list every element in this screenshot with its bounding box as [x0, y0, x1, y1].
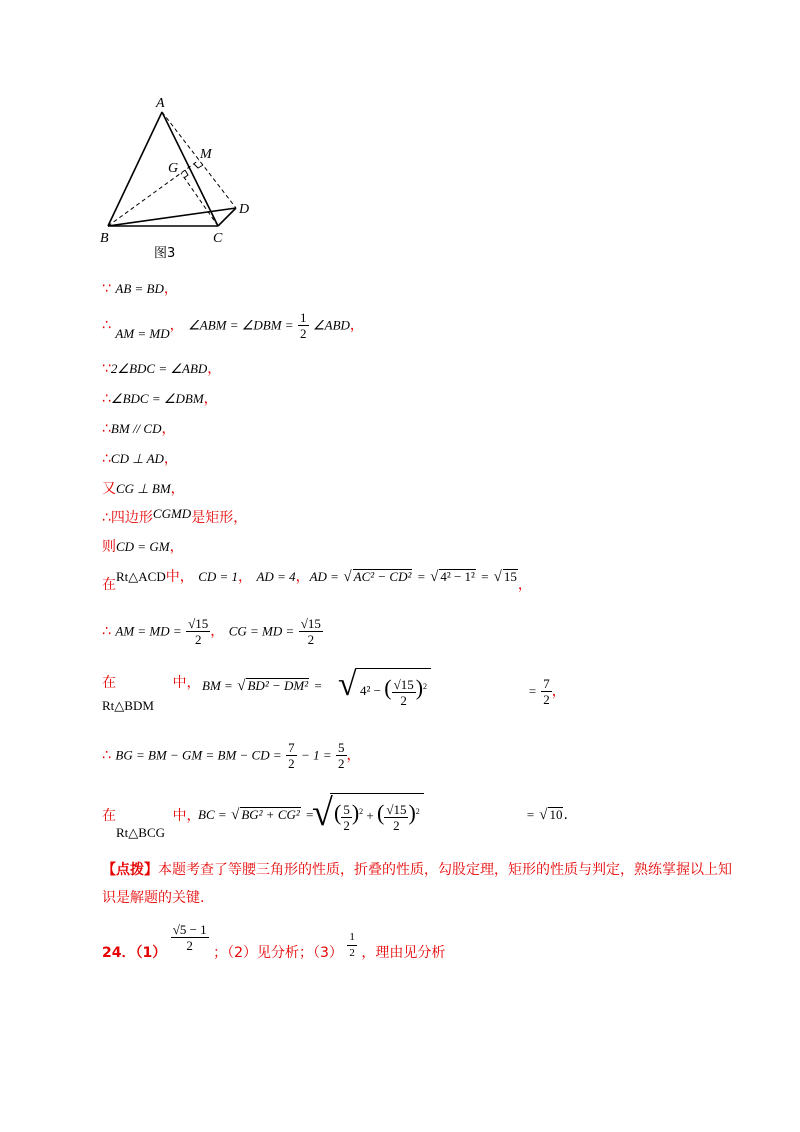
geometry-figure — [96, 92, 266, 264]
step-14: 在 中， Rt△BCG BC = √ BG² + CG² = √ ( $\frac{5}{2}$ )$^2$ + ( $\frac{√15}{2}$ )$^2$ = √ 10. — [102, 792, 568, 840]
figure-caption: 图3 — [154, 246, 176, 261]
math-expr: BM // CD — [110, 421, 162, 436]
math-expr: ∠BDC = ∠DBM — [110, 391, 204, 406]
step-7: 又CG ⊥ BM， — [102, 481, 185, 497]
right-angle-m — [194, 164, 203, 168]
math-expr: CG ⊥ BM — [116, 481, 171, 496]
step-3: ∵2∠BDC = ∠ABD， — [102, 361, 222, 377]
step-9: 则CD = GM， — [102, 539, 184, 555]
fraction: $\frac{√15}{2}$ — [188, 616, 209, 647]
dashed-cg — [181, 173, 218, 226]
fraction: $\frac{√15}{2}$ — [300, 616, 321, 647]
fraction: $\frac{√5 - 1}{2}$ — [172, 922, 207, 953]
step-12: 在 中， Rt△BDM BM = √ BD² − DM² = √ 4² − ( $\frac{√15}{2}$ )$^2$ = $\frac{7}{2}$ ， — [102, 666, 566, 713]
sqrt-expr: BG² + CG² — [241, 807, 300, 822]
triangle-name: Rt△BCG — [116, 825, 166, 840]
sqrt-expr: 10 — [549, 807, 563, 822]
answer-24: 24．（1） $\frac{√5 - 1}{2}$ ；（2）见分析；（3） $\frac{1}{2}$ ，理由见分析 — [102, 922, 446, 961]
step-8: ∴四边形CGMD是矩形， — [102, 506, 248, 526]
edge-ab — [108, 112, 162, 226]
right-angle-g — [184, 170, 188, 178]
step-5: ∴BM // CD， — [102, 421, 176, 437]
step-1: ∵ AB = BD， — [102, 281, 178, 297]
label-b: B — [100, 231, 109, 246]
math-expr: AB = BD — [115, 281, 164, 296]
math-expr: AM = MD — [115, 325, 170, 341]
step-10: 在Rt△ACD中， CD = 1， AD = 4，AD = √ AC² − CD² = √ 4² − 1² = √ 15， — [102, 569, 532, 593]
triangle-name: Rt△BDM — [102, 698, 154, 713]
fraction: $\frac{7}{2}$ — [543, 676, 550, 707]
math-expr: CD = GM — [116, 539, 170, 554]
sqrt-expr: 15 — [503, 569, 517, 584]
tip-tag: 【点拨】 — [102, 862, 158, 878]
step-6: ∴CD ⊥ AD， — [102, 451, 178, 467]
math-expr: CD ⊥ AD — [110, 451, 164, 466]
step-11: ∴ AM = MD = $\frac{√15}{2}$ ， CG = MD = $\frac{√15}{2}$ — [102, 616, 321, 647]
step-4: ∴∠BDC = ∠DBM， — [102, 391, 218, 407]
math-expr: CGMD — [152, 506, 192, 521]
sqrt-expr: AC² − CD² — [353, 569, 412, 584]
fraction: $\frac{5}{2}$ — [338, 740, 345, 771]
step-13: ∴ BG = BM − GM = BM − CD = $\frac{7}{2}$ − 1 = $\frac{5}{2}$ ， — [102, 740, 361, 771]
label-a: A — [156, 96, 165, 111]
math-expr: 2∠BDC = ∠ABD — [110, 361, 208, 376]
label-g: G — [168, 161, 179, 176]
label-d: D — [239, 202, 250, 217]
sqrt-expr: BD² − DM² — [247, 678, 309, 693]
tip-paragraph — [102, 856, 742, 912]
math-expr: ∠ABM = ∠DBM = — [188, 317, 294, 333]
label-c: C — [213, 231, 223, 246]
tip-text: 本题考查了等腰三角形的性质，折叠的性质，勾股定理，矩形的性质与判定，熟练掌握以上知识是解题的关键. — [102, 862, 732, 906]
step-2: ∴ AM = MD， ∠ABM = ∠DBM = $\frac{1}{2}$ ∠ABD， — [102, 310, 364, 341]
fraction: $\frac{1}{2}$ — [349, 931, 355, 959]
sqrt-expr: 4² − 1² — [440, 569, 475, 584]
because-symbol: ∵ — [102, 281, 111, 297]
fraction: $\frac{1}{2}$ — [300, 310, 307, 341]
math-expr: ∠ABD — [312, 317, 350, 333]
triangle-name: Rt△ACD — [116, 569, 166, 584]
question-number: 24．（1） — [102, 945, 167, 961]
fraction: $\frac{7}{2}$ — [288, 740, 295, 771]
label-m: M — [200, 147, 212, 162]
